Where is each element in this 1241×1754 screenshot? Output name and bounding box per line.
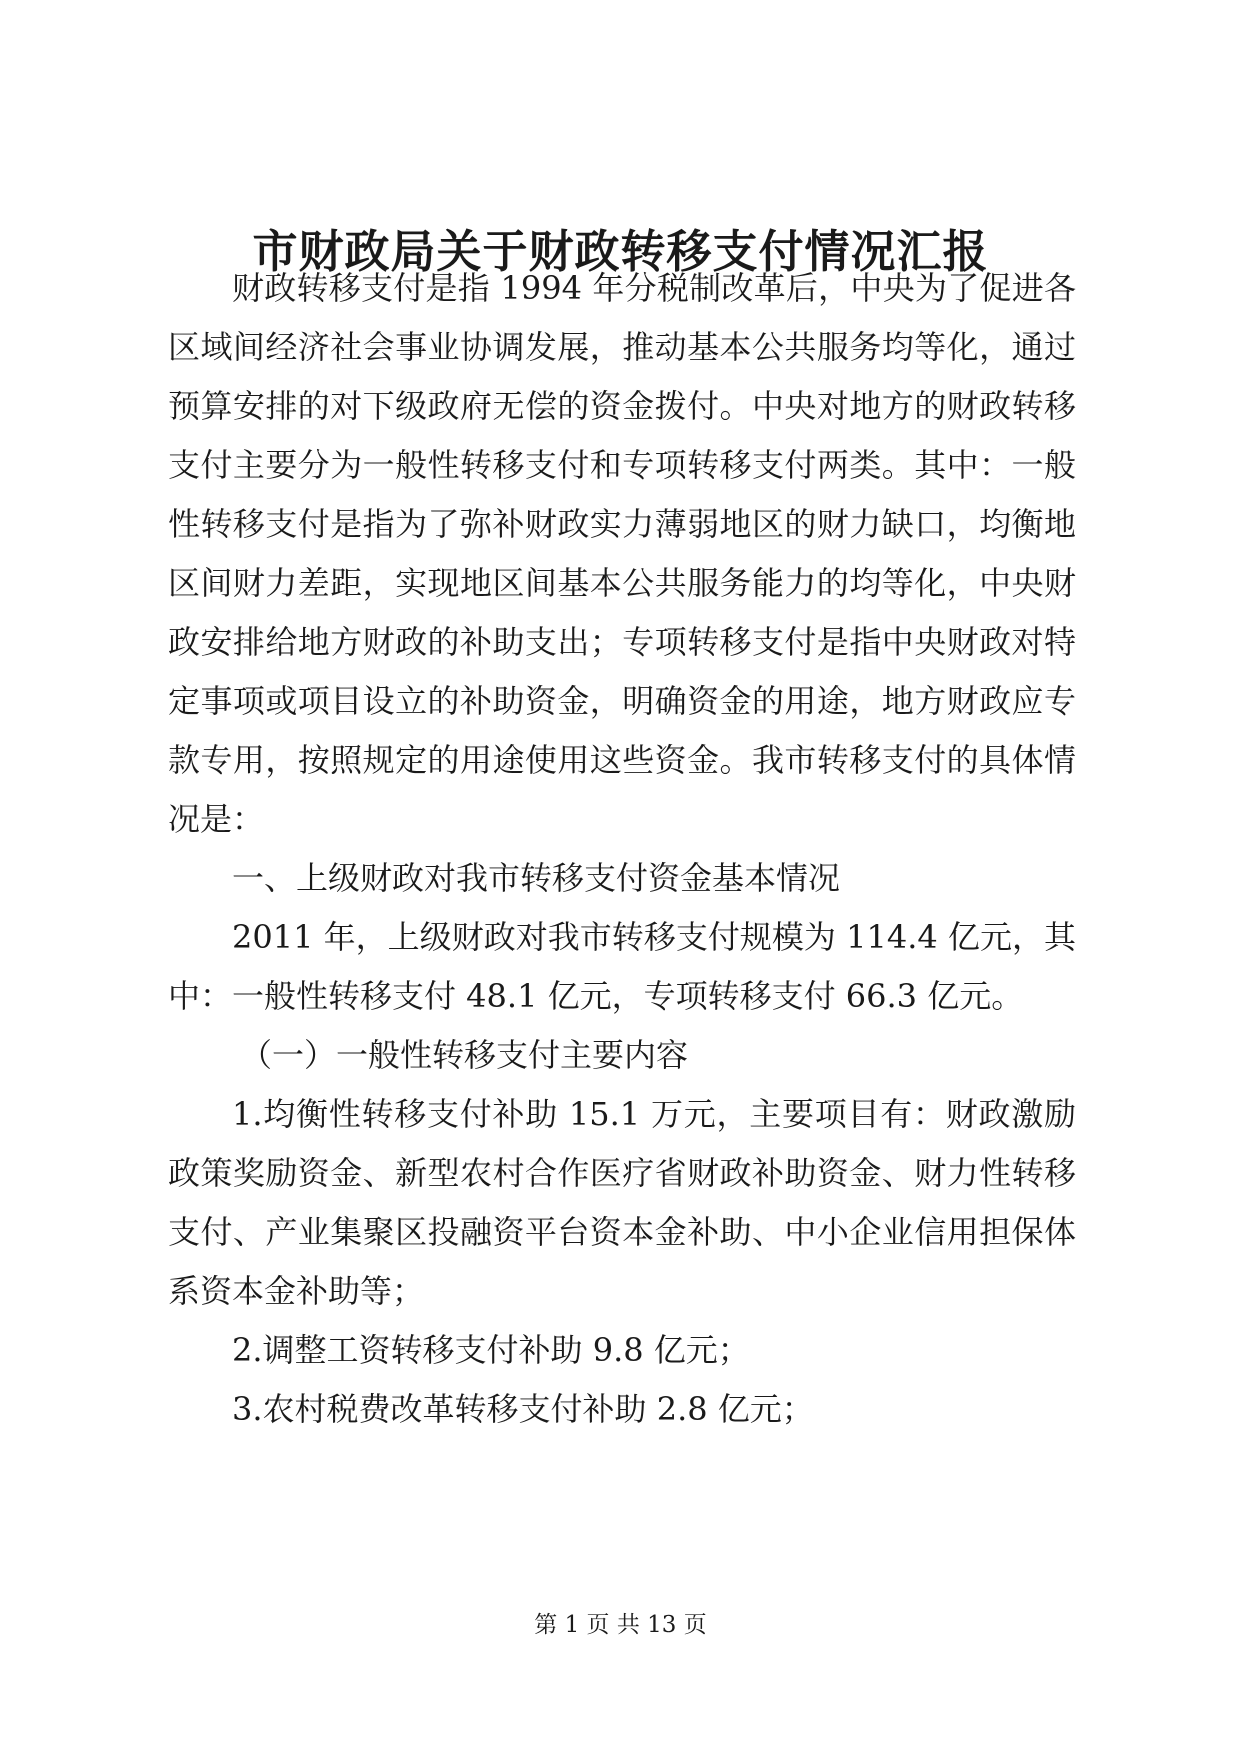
paragraph-line: 款专用，按照规定的用途使用这些资金。我市转移支付的具体情 [168, 741, 1076, 779]
paragraph-line: 2011 年，上级财政对我市转移支付规模为 114.4 亿元，其 [232, 918, 1076, 956]
paragraph-line: 1.均衡性转移支付补助 15.1 万元，主要项目有：财政激励 [232, 1095, 1076, 1133]
paragraph-line: 区域间经济社会事业协调发展，推动基本公共服务均等化，通过 [168, 328, 1076, 366]
paragraph-line: 2.调整工资转移支付补助 9.8 亿元； [232, 1331, 750, 1369]
paragraph-line: 预算安排的对下级政府无偿的资金拨付。中央对地方的财政转移 [168, 387, 1076, 425]
paragraph-line: 支付、产业集聚区投融资平台资本金补助、中小企业信用担保体 [168, 1213, 1076, 1251]
document-title: 市财政局关于财政转移支付情况汇报 [252, 225, 989, 278]
paragraph-line: 政策奖励资金、新型农村合作医疗省财政补助资金、财力性转移 [168, 1154, 1076, 1192]
paragraph-line: 定事项或项目设立的补助资金，明确资金的用途，地方财政应专 [168, 682, 1076, 720]
paragraph-line: 3.农村税费改革转移支付补助 2.8 亿元； [232, 1390, 814, 1428]
paragraph-line: 况是： [168, 800, 265, 838]
paragraph-line: 政安排给地方财政的补助支出；专项转移支付是指中央财政对特 [168, 623, 1076, 661]
paragraph-line: 财政转移支付是指 1994 年分税制改革后，中央为了促进各 [232, 269, 1076, 307]
paragraph-line: 中：一般性转移支付 48.1 亿元，专项转移支付 66.3 亿元。 [168, 977, 1024, 1015]
paragraph-line: 支付主要分为一般性转移支付和专项转移支付两类。其中：一般 [168, 446, 1076, 484]
page-footer: 第 1 页 共 13 页 [534, 1612, 707, 1638]
subsection-heading: （一）一般性转移支付主要内容 [240, 1036, 689, 1074]
paragraph-line: 系资本金补助等； [168, 1272, 425, 1310]
section-heading: 一、上级财政对我市转移支付资金基本情况 [232, 859, 841, 897]
paragraph-line: 性转移支付是指为了弥补财政实力薄弱地区的财力缺口，均衡地 [168, 505, 1076, 543]
paragraph-line: 区间财力差距，实现地区间基本公共服务能力的均等化，中央财 [168, 564, 1076, 602]
